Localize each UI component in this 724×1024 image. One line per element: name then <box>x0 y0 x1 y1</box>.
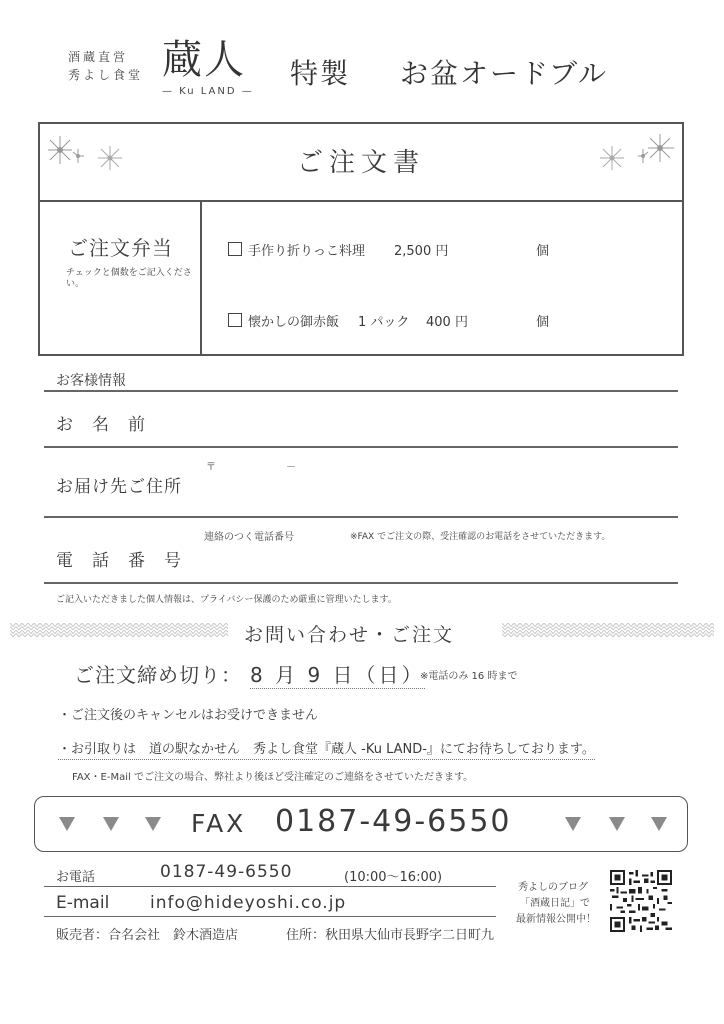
triangle-down-icon <box>565 817 581 831</box>
postal-mark: 〒 <box>206 462 216 473</box>
order-form-box <box>38 122 684 356</box>
triangle-down-icon <box>609 817 625 831</box>
triangle-down-icon <box>103 817 119 831</box>
item2-name: 懐かしの御赤飯 <box>248 315 340 330</box>
product-prefix: 特製 <box>290 57 351 90</box>
item1-unit: 個 <box>536 244 550 259</box>
phone-field-line[interactable] <box>44 582 678 584</box>
seller-address: 住所：秋田県大仙市長野字二日町九 <box>286 928 495 943</box>
contact-title: お問い合わせ・ご注文 <box>244 624 455 646</box>
seller-info: 販売者：合名会社 鈴木酒造店 <box>56 928 239 943</box>
name-label: お 名 前 <box>56 415 146 435</box>
order-title-row <box>40 124 682 202</box>
deadline-note: ※電話のみ 16 時まで <box>420 671 518 682</box>
firework-icon <box>592 138 632 178</box>
cancel-note: ・ご注文後のキャンセルはお受けできません <box>58 708 319 723</box>
fax-number: 0187-49-6550 <box>275 804 512 839</box>
deadline-date: 8 月 9 日（日） <box>250 659 425 689</box>
fax-email-note: FAX・E-Mail でご注文の場合、弊社より後ほど受注確定のご連絡をさせていただきます。 <box>72 772 474 783</box>
zigzag-divider-left <box>10 623 228 637</box>
footer-rule-1 <box>44 886 496 887</box>
pickup-note: ・お引取りは 道の駅なかせん 秀よし食堂『蔵人 -Ku LAND-』にてお待ちしております。 <box>58 738 595 760</box>
footer-rule-2 <box>44 916 496 917</box>
fax-label: FAX <box>191 809 247 838</box>
bento-note: チェックと個数をご記入ください。 <box>66 268 192 289</box>
item2-detail: 1 パック <box>358 315 410 330</box>
privacy-note: ご記入いただきました個人情報は、プライバシー保護のため厳重に管理いたします。 <box>56 595 397 605</box>
blog-line-1: 秀よしのブログ <box>518 882 588 893</box>
phone-hours: (10:00～16:00) <box>344 870 443 885</box>
zigzag-divider-right <box>502 623 714 637</box>
item2-unit: 個 <box>536 315 550 330</box>
postal-dash: － <box>286 462 296 473</box>
email-label: E-mail <box>56 893 110 913</box>
blog-line-2: 「酒蔵日記」で <box>520 898 590 909</box>
customer-section-label: お客様情報 <box>56 373 126 389</box>
item2-price: 400 円 <box>426 315 468 330</box>
brand-logo: 蔵人 <box>162 37 246 83</box>
blog-line-3: 最新情報公開中！ <box>516 914 596 925</box>
triangle-down-icon <box>145 817 161 831</box>
phone-label-footer: お電話 <box>56 870 96 885</box>
phone-number-footer[interactable]: 0187-49-6550 <box>160 862 293 882</box>
qr-code-icon[interactable] <box>610 870 672 932</box>
bento-label: ご注文弁当 <box>68 236 173 260</box>
item1-checkbox[interactable] <box>228 242 242 256</box>
firework-icon <box>636 128 676 168</box>
item1-price: 2,500 円 <box>394 244 449 259</box>
order-title: ご注文書 <box>296 148 425 178</box>
customer-rule <box>44 390 678 392</box>
item2-checkbox[interactable] <box>228 313 242 327</box>
phone-label: 電 話 番 号 <box>56 551 182 571</box>
deadline-label: ご注文締め切り： <box>74 663 242 687</box>
email-address[interactable]: info@hideyoshi.co.jp <box>150 893 347 913</box>
phone-note: ※FAX でご注文の際、受注確認のお電話をさせていただきます。 <box>350 532 611 542</box>
brand-tagline-2: 秀よし食堂 <box>68 68 144 82</box>
triangle-down-icon <box>59 817 75 831</box>
fax-box <box>34 796 688 852</box>
product-name: お盆オードブル <box>400 57 609 90</box>
item1-name: 手作り折りっこ料理 <box>248 244 366 259</box>
phone-sub-label: 連絡のつく電話番号 <box>204 532 294 543</box>
brand-tagline-1: 酒蔵直営 <box>68 50 129 64</box>
triangle-down-icon <box>651 817 667 831</box>
address-label: お届け先ご住所 <box>56 477 182 497</box>
address-field-line[interactable] <box>44 516 678 518</box>
brand-sub: — Ku LAND — <box>162 86 254 97</box>
name-field-line[interactable] <box>44 446 678 448</box>
